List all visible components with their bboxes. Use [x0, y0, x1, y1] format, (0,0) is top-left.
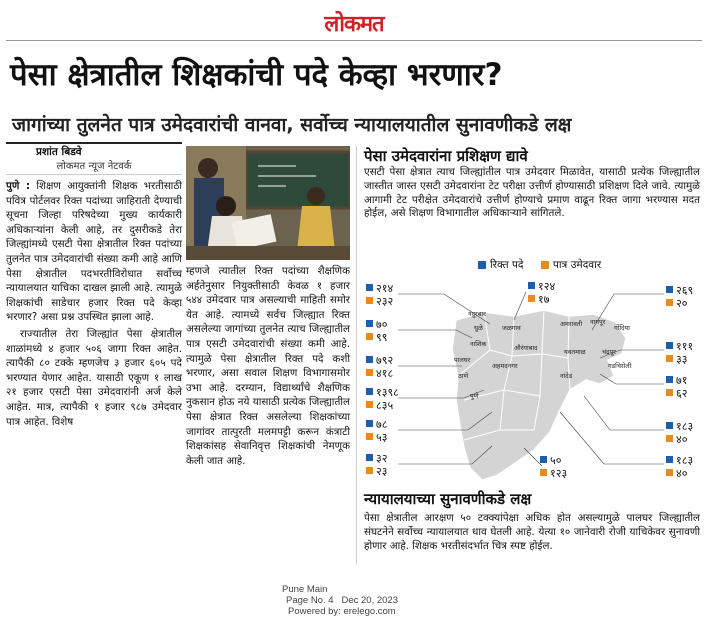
stat-right-4-vacant: १८३	[676, 420, 694, 433]
legend-eligible	[541, 259, 601, 271]
stat-right-5-eligible-swatch	[666, 469, 673, 476]
map-label-nashik: नाशिक	[470, 340, 487, 348]
map-label-gondia: गोंदिया	[614, 324, 630, 332]
stat-left-5-vacant: ७८	[376, 418, 388, 431]
stat-left-6-eligible-swatch	[366, 467, 373, 474]
stat-right-1-vacant: २६९	[676, 284, 694, 297]
article-left-column	[6, 142, 182, 431]
legend-eligible-swatch	[541, 261, 549, 269]
stat-right-2-vacant: १११	[676, 340, 694, 353]
stat-bottom-eligible: १२३	[550, 467, 568, 480]
stat-right-2-eligible: ३३	[676, 353, 688, 366]
map-label-gadchiroli: गडचिरोली	[608, 362, 632, 370]
stat-left-1-vacant-swatch	[366, 284, 373, 291]
stat-right-3-eligible: ६२	[676, 387, 688, 400]
footer-powered: Powered by: erelego.com	[288, 606, 396, 617]
dateline: पुणे :	[6, 180, 31, 192]
training-box	[364, 146, 700, 221]
column-divider	[356, 146, 357, 564]
article-body-middle	[186, 264, 350, 470]
stat-top-eligible: १७	[538, 293, 550, 306]
stat-right-1-eligible-swatch	[666, 299, 673, 306]
stat-left-2-eligible-swatch	[366, 333, 373, 340]
classroom-photo	[186, 146, 350, 260]
district-map	[364, 280, 704, 490]
stat-left-5-vacant-swatch	[366, 420, 373, 427]
map-label-nandurbar: नंदुरबार	[468, 310, 486, 318]
court-box-text: पेसा क्षेत्रातील आरक्षण ५० टक्क्यांपेक्षा अधिक होत असल्यामुळे पालघर जिल्ह्यातील संघटनेने सर्वोच्च न्यायालयात धाव घेतली आहे. येत्या १० जानेवारी रोजी याचिकेवर सुनावणी होणार आहे. शिक्षक भरतीसंदर्भात चित्र स्पष्ट होईल.	[364, 512, 700, 552]
stat-left-1-eligible: २३२	[376, 295, 394, 308]
paragraph-1: शिक्षण आयुक्तांनी शिक्षक भरतीसाठी पवित्र पोर्टलवर रिक्त पदांच्या जाहिराती देण्याची सूचना जिल्हा परिषदेच्या मुख्य कार्यकारी अधिकाऱ्यांना केली आहे, तर दुसरीकडे तेरा जिल्ह्यांमध्ये एसटी पेसा क्षेत्रातील रिक्त पदांच्या तुलनेत पात्र उमेदवारांची संख्या कमी आहे आणि पेसा क्षेत्रातील पदभरतीविरोधात सर्वोच्च न्यायालयात याचिका दाखल झाली आहे. त्यामुळे शिक्षकांची साडेचार हजार रिक्त पदे केव्हा भरणार? असा प्रश्न उपस्थित झाला आहे.	[6, 180, 182, 324]
stat-top-vacant-swatch	[528, 282, 535, 289]
stat-right-3-vacant-swatch	[666, 376, 673, 383]
map-label-pune: पुणे	[470, 392, 479, 400]
stat-left-5-eligible-swatch	[366, 433, 373, 440]
map-label-ahmednagar: अहमदनगर	[492, 362, 518, 370]
paragraph-2: राज्यातील तेरा जिल्ह्यांत पेसा क्षेत्रातील शाळांमध्ये ४ हजार ५०६ जागा रिक्त आहेत. त्यापैकी ८० टक्के म्हणजेच ३ हजार ६०५ पदे भरण्यात येणार आहेत. यासाठी एकूण १ लाख २१ हजार एसटी पेसा उमेदवारांनी अर्ज केले आहेत. मात्र, त्यापैकी १ हजार ९८७ उमेदवार पात्र आहेत. विशेष	[6, 327, 182, 428]
stat-left-4-vacant-swatch	[366, 388, 373, 395]
legend-vacant	[478, 259, 524, 271]
map-label-amravati: अमरावती	[560, 320, 583, 328]
stat-left-5-eligible: ५३	[376, 431, 388, 444]
stat-left-3-vacant-swatch	[366, 356, 373, 363]
stat-right-2-vacant-swatch	[666, 342, 673, 349]
stat-top-eligible-swatch	[528, 295, 535, 302]
stat-bottom-eligible-swatch	[540, 469, 547, 476]
headline: पेसा क्षेत्रातील शिक्षकांची पदे केव्हा भरणार?	[10, 57, 503, 93]
map-label-nanded: नांदेड	[560, 372, 573, 380]
stat-left-3-vacant: ७९२	[376, 354, 394, 367]
training-box-title: पेसा उमेदवारांना प्रशिक्षण द्यावे	[364, 147, 528, 165]
map-label-nagpur: नागपूर	[590, 318, 606, 326]
byline-agency: लोकमत न्यूज नेटवर्क	[6, 160, 182, 175]
stat-left-6-vacant: ३२	[376, 452, 388, 465]
footer-page: Page No. 4	[286, 595, 334, 606]
stat-left-2-eligible: ९९	[376, 331, 388, 344]
footer-edition: Pune Main	[282, 584, 328, 595]
map-label-chandrapur: चंद्रपूर	[602, 348, 616, 356]
stat-right-1-vacant-swatch	[666, 286, 673, 293]
stat-right-4-eligible: ४०	[676, 433, 688, 446]
stat-left-4-vacant: १३९८	[376, 386, 399, 399]
stat-left-1-vacant: २१४	[376, 282, 394, 295]
footer-date: Dec 20, 2023	[341, 595, 398, 606]
stat-left-2-vacant: ७०	[376, 318, 388, 331]
byline-author: प्रशांत बिडवे	[6, 142, 182, 160]
map-legend	[478, 258, 615, 272]
map-label-thane: ठाणे	[458, 372, 469, 380]
paragraph-3: म्हणजे त्यातील रिक्त पदांच्या शैक्षणिक अर्हतेनुसार नियुक्तीसाठी केवळ १ हजार ५४४ उमेदवार पात्र असल्याची माहिती समोर येत आहे. त्यामध्ये सर्वच जिल्ह्यात रिक्त असलेल्या जागांच्या तुलनेत त्याच जिल्ह्यातील पात्र एसटी उमेदवारांची संख्या कमी आहे. त्यामुळे पेसा क्षेत्रातील रिक्त पदे कशी भरणार, असा सवाल शिक्षण विभागासमोर उभा आहे. दरम्यान, विद्यार्थ्यांचे शैक्षणिक नुकसान होऊ नये यासाठी प्रत्येक जिल्ह्यातील पेसा क्षेत्रात रिक्त असलेल्या शिक्षकांच्या जागांवर तात्पुरती मलमपट्टी करून कंत्राटी शिक्षकांसह सेवानिवृत्त शिक्षकांची नेमणूक केली जात आहे.	[186, 265, 350, 467]
court-box-title: न्यायालयाच्या सुनावणीकडे लक्ष	[364, 490, 532, 508]
stat-left-3-eligible-swatch	[366, 369, 373, 376]
stat-left-4-eligible-swatch	[366, 401, 373, 408]
stat-left-4-eligible: ८३५	[376, 399, 394, 412]
stat-right-5-vacant: १८३	[676, 454, 694, 467]
map-label-aurangabad: औरंगाबाद	[514, 344, 538, 352]
stat-right-3-vacant: ७१	[676, 374, 688, 387]
stat-right-4-vacant-swatch	[666, 422, 673, 429]
map-label-dhule: धुळे	[474, 324, 483, 332]
legend-vacant-label: रिक्त पदे	[490, 259, 524, 271]
stat-right-5-vacant-swatch	[666, 456, 673, 463]
article-body-left	[6, 179, 182, 429]
page-footer	[276, 584, 436, 617]
map-label-jalgaon: जळगाव	[502, 324, 521, 332]
stat-bottom-vacant: ५०	[550, 454, 562, 467]
subheadline: जागांच्या तुलनेत पात्र उमेदवारांची वानवा, सर्वोच्च न्यायालयातील सुनावणीकडे लक्ष	[12, 114, 572, 136]
stat-left-3-eligible: ४१८	[376, 367, 394, 380]
stat-left-1-eligible-swatch	[366, 297, 373, 304]
stat-right-2-eligible-swatch	[666, 355, 673, 362]
map-label-palghar: पालघर	[454, 356, 471, 364]
stat-right-1-eligible: २०	[676, 297, 688, 310]
training-box-text: एसटी पेसा क्षेत्रात त्याच जिल्ह्यांतील पात्र उमेदवार मिळावेत, यासाठी प्रत्येक जिल्ह्यातील जास्तीत जास्त एसटी उमेदवारांना टेट परीक्षा उत्तीर्ण होण्यासाठी प्रशिक्षण दिले जावे. त्यामुळे आगामी टेट परीक्षेत उमेदवारांचे उत्तीर्ण होण्याचे प्रमाण वाढून रिक्त जागा भरण्यास मदत होईल, असे शिक्षण विभागातील अधिकाऱ्याने सांगितले.	[364, 166, 700, 220]
masthead-rule	[6, 40, 702, 41]
map-label-yavatmal: यवतमाळ	[564, 348, 586, 356]
stat-top-vacant: १२४	[538, 280, 556, 293]
stat-bottom-vacant-swatch	[540, 456, 547, 463]
stat-right-4-eligible-swatch	[666, 435, 673, 442]
masthead-logo: लोकमत	[324, 11, 384, 37]
stat-left-2-vacant-swatch	[366, 320, 373, 327]
stat-left-6-eligible: २३	[376, 465, 388, 478]
stat-right-5-eligible: ४०	[676, 467, 688, 480]
legend-eligible-label: पात्र उमेदवार	[552, 259, 602, 271]
stat-left-6-vacant-swatch	[366, 454, 373, 461]
legend-vacant-swatch	[478, 261, 486, 269]
footer-page-date	[276, 595, 436, 606]
stat-right-3-eligible-swatch	[666, 389, 673, 396]
